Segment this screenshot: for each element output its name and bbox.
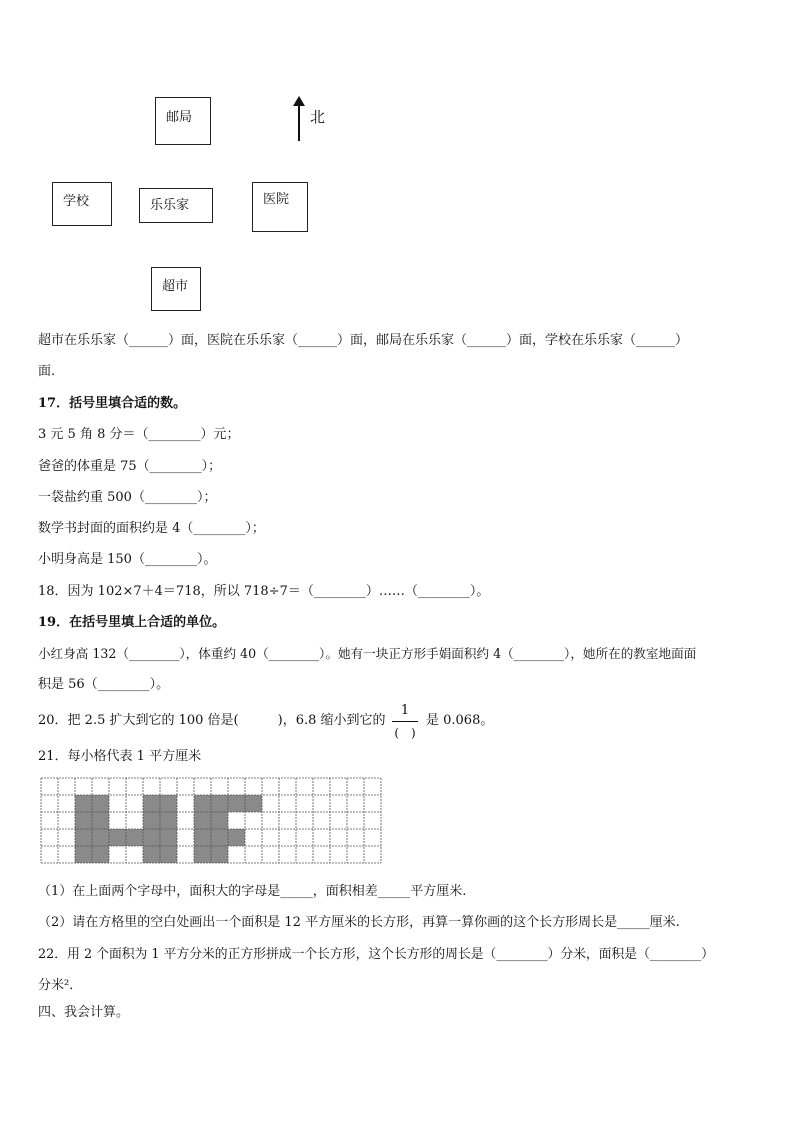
q20-fraction-denominator: ( ) xyxy=(394,726,416,740)
school-box xyxy=(52,182,112,226)
home-box xyxy=(139,188,213,223)
letter-f-cell xyxy=(228,795,245,812)
north-arrow-icon xyxy=(298,103,300,141)
q18: 18．因为 102×7＋4＝718，所以 718÷7＝（________）……（________）。 xyxy=(38,584,490,599)
hospital-label: 医院 xyxy=(263,192,290,207)
letter-h-cell xyxy=(143,795,160,812)
letter-h-cell xyxy=(143,846,160,863)
letter-grid xyxy=(40,777,382,873)
letter-f-cell xyxy=(211,812,228,829)
post-office-box xyxy=(155,97,211,145)
letter-h-cell xyxy=(75,812,92,829)
q20-text-after: 是 0.068。 xyxy=(426,713,494,728)
q21-sub2: （2）请在方格里的空白处画出一个面积是 12 平方厘米的长方形，再算一算你画的这个长方形周长是_____厘米. xyxy=(38,915,680,930)
q16-line2: 面. xyxy=(38,364,56,379)
letter-h-cell xyxy=(143,812,160,829)
q17-e: 小明身高是 150（________）。 xyxy=(38,552,217,567)
north-label: 北 xyxy=(310,108,326,126)
letter-h-cell xyxy=(160,812,177,829)
letter-f-cell xyxy=(194,846,211,863)
q17-d: 数学书封面的面积约是 4（________）； xyxy=(38,521,265,536)
letter-h-cell xyxy=(92,829,109,846)
supermarket-label: 超市 xyxy=(162,279,189,294)
q17-title: 17．括号里填合适的数。 xyxy=(38,396,187,411)
letter-h-cell xyxy=(109,829,126,846)
q17-c: 一袋盐约重 500（________）； xyxy=(38,490,217,505)
letter-h-cell xyxy=(92,812,109,829)
letter-f-cell xyxy=(194,795,211,812)
q20-fraction xyxy=(388,703,422,739)
hospital-box xyxy=(252,182,308,232)
letter-f-cell xyxy=(211,846,228,863)
q20-fraction-bar xyxy=(392,721,418,722)
supermarket-box xyxy=(151,267,201,311)
q16-line1: 超市在乐乐家（______）面，医院在乐乐家（______）面，邮局在乐乐家（______）面，学校在乐乐家（______） xyxy=(38,333,689,348)
section4-title: 四、我会计算。 xyxy=(38,1005,130,1020)
letter-f-cell xyxy=(194,812,211,829)
q22-line2: 分米²． xyxy=(38,978,83,993)
letter-h-cell xyxy=(126,829,143,846)
letter-h-cell xyxy=(160,795,177,812)
letter-f-cell xyxy=(211,829,228,846)
letter-h-cell xyxy=(143,829,160,846)
home-label: 乐乐家 xyxy=(150,198,190,213)
letter-f-cell xyxy=(211,795,228,812)
letter-h-cell xyxy=(75,795,92,812)
q19-title: 19．在括号里填上合适的单位。 xyxy=(38,615,226,630)
letter-h-cell xyxy=(92,795,109,812)
letter-h-cell xyxy=(160,829,177,846)
school-label: 学校 xyxy=(63,194,90,209)
q17-a: 3 元 5 角 8 分＝（________）元； xyxy=(38,427,240,442)
q21-sub1: （1）在上面两个字母中，面积大的字母是_____，面积相差_____平方厘米. xyxy=(38,884,467,899)
letter-h-cell xyxy=(92,846,109,863)
letter-f-cell xyxy=(228,829,245,846)
q22-line1: 22．用 2 个面积为 1 平方分米的正方形拼成一个长方形，这个长方形的周长是（________）分米，面积是（________） xyxy=(38,947,714,962)
q20-text-before: 20．把 2.5 扩大到它的 100 倍是( )，6.8 缩小到它的 xyxy=(38,713,386,728)
q21-title: 21．每小格代表 1 平方厘米 xyxy=(38,749,202,764)
post-office-label: 邮局 xyxy=(166,110,193,125)
letter-h-cell xyxy=(75,846,92,863)
letter-f-cell xyxy=(245,795,262,812)
q19-line2: 积是 56（________）。 xyxy=(38,677,170,692)
letter-h-cell xyxy=(75,829,92,846)
letter-h-cell xyxy=(160,846,177,863)
q19-line1: 小红身高 132（________），体重约 40（________）。她有一块正方形手娟面积约 4（________），她所在的教室地面面 xyxy=(38,646,697,661)
q20-fraction-numerator: 1 xyxy=(400,703,410,718)
q17-b: 爸爸的体重是 75（________）； xyxy=(38,459,222,474)
letter-f-cell xyxy=(194,829,211,846)
